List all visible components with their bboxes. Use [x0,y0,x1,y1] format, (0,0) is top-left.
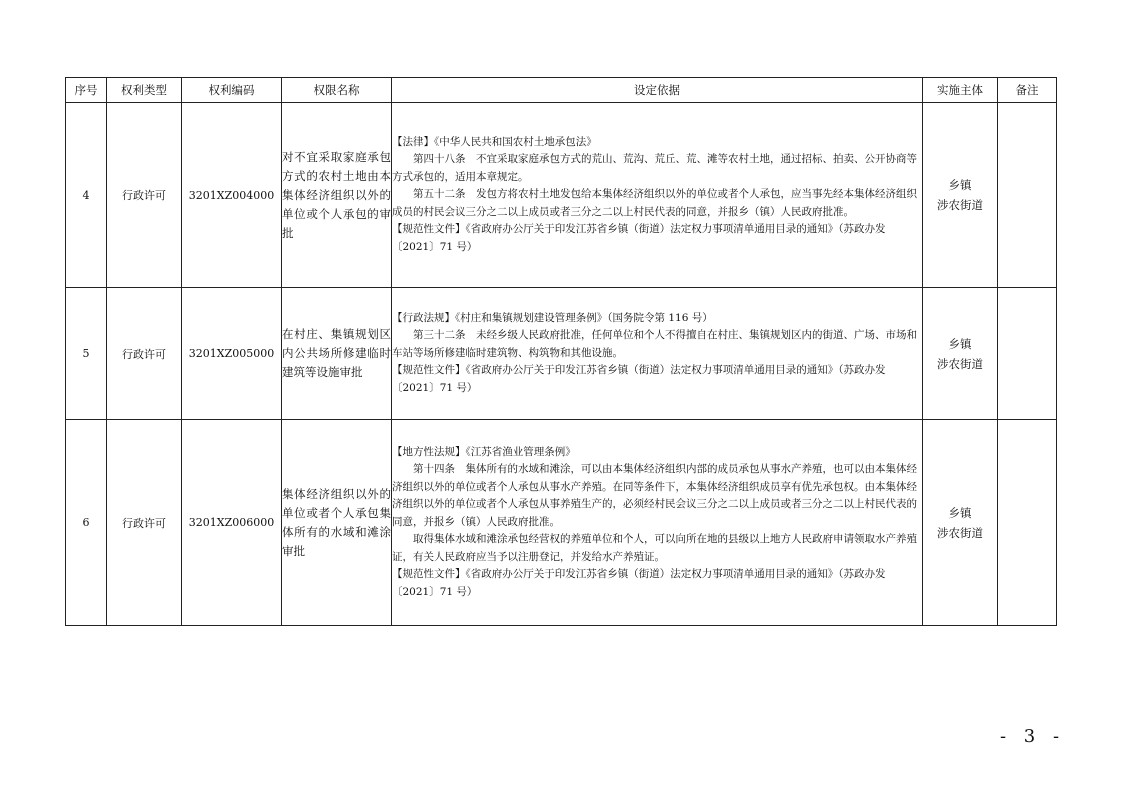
table-row [66,103,1057,288]
header-remark: 备注 [998,78,1057,103]
cell-subject [923,288,998,420]
header-subject: 实施主体 [923,78,998,103]
header-type: 权利类型 [107,78,182,103]
cell-remark [998,420,1057,626]
header-code: 权利编码 [182,78,282,103]
basis-source: 【规范性文件】《省政府办公厅关于印发江苏省乡镇（街道）法定权力事项清单通用目录的通知》（苏政办发〔2021〕71 号） [392,364,886,394]
cell-type: 行政许可 [107,420,182,626]
cell-basis [392,103,923,288]
page-number: - 3 - [1000,726,1066,747]
table-row [66,288,1057,420]
authority-table [65,77,1057,626]
cell-remark [998,288,1057,420]
subject-line: 乡镇 [948,336,972,351]
cell-code: 3201XZ004000 [182,103,282,288]
cell-name: 集体经济组织以外的单位或者个人承包集体所有的水域和滩涂审批 [282,420,392,626]
basis-source: 【规范性文件】《省政府办公厅关于印发江苏省乡镇（街道）法定权力事项清单通用目录的通知》（苏政办发〔2021〕71 号） [392,223,886,253]
subject-line: 涉农街道 [937,198,983,212]
header-seq: 序号 [66,78,107,103]
basis-source: 【行政法规】《村庄和集镇规划建设管理条例》（国务院令第 116 号） [392,311,713,324]
basis-article: 第五十二条 发包方将农村土地发包给本集体经济组织以外的单位或者个人承包，应当事先经本集体经济组织成员的村民会议三分之二以上成员或者三分之二以上村民代表的同意，并报乡（镇）人民政府批准。 [392,188,917,218]
basis-source: 【地方性法规】《江苏省渔业管理条例》 [392,445,576,458]
cell-seq: 6 [66,420,107,626]
header-name: 权限名称 [282,78,392,103]
cell-subject [923,420,998,626]
subject-line: 乡镇 [948,178,972,192]
basis-source: 【法律】《中华人民共和国农村土地承包法》 [392,135,597,148]
basis-article: 第三十二条 未经乡级人民政府批准，任何单位和个人不得擅自在村庄、集镇规划区内的街道、广场、市场和车站等场所修建临时建筑物、构筑物和其他设施。 [392,329,917,359]
cell-type: 行政许可 [107,288,182,420]
header-basis: 设定依据 [392,78,923,103]
header-row [66,78,1057,103]
cell-name: 对不宜采取家庭承包方式的农村土地由本集体经济组织以外的单位或个人承包的审批 [282,103,392,288]
cell-code: 3201XZ005000 [182,288,282,420]
subject-line: 涉农街道 [937,525,983,540]
cell-code: 3201XZ006000 [182,420,282,626]
table-row [66,420,1057,626]
basis-article: 取得集体水域和滩涂承包经营权的养殖单位和个人，可以向所在地的县级以上地方人民政府申请领取水产养殖证，有关人民政府应当予以注册登记，并发给水产养殖证。 [392,533,917,563]
subject-line: 涉农街道 [937,356,983,371]
basis-source: 【规范性文件】《省政府办公厅关于印发江苏省乡镇（街道）法定权力事项清单通用目录的通知》（苏政办发〔2021〕71 号） [392,568,886,598]
cell-seq: 5 [66,288,107,420]
cell-seq: 4 [66,103,107,288]
basis-article: 第四十八条 不宜采取家庭承包方式的荒山、荒沟、荒丘、荒、滩等农村土地，通过招标、拍卖、公开协商等方式承包的，适用本章规定。 [392,153,917,183]
subject-line: 乡镇 [948,505,972,520]
basis-article: 第十四条 集体所有的水域和滩涂，可以由本集体经济组织内部的成员承包从事水产养殖，也可以由本集体经济组织以外的单位或者个人承包从事水产养殖。在同等条件下，本集体经济组织成员享有优先承包权。由本集体经济组织以外的单位或者个人承包从事养殖生产的，必须经村民会议三分之二以上成员或者三分之二以上村民代表的同意，并报乡（镇）人民政府批准。 [392,463,917,528]
cell-basis [392,288,923,420]
cell-remark [998,103,1057,288]
cell-basis [392,420,923,626]
cell-name: 在村庄、集镇规划区内公共场所修建临时建筑等设施审批 [282,288,392,420]
cell-type: 行政许可 [107,103,182,288]
cell-subject [923,103,998,288]
